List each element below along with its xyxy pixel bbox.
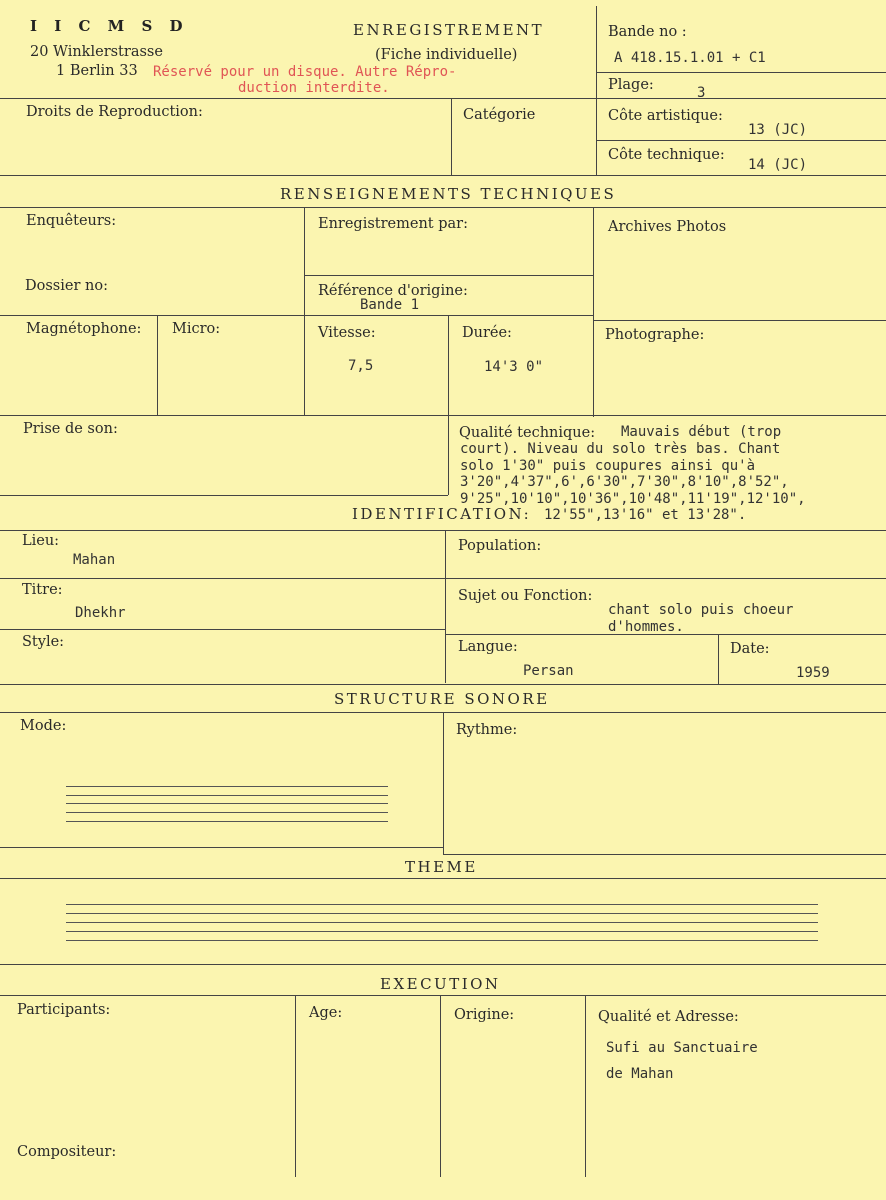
address-line-1: 20 Winklerstrasse (30, 44, 163, 60)
address-line-2: 1 Berlin 33 (56, 63, 138, 79)
enqueteurs-label: Enquêteurs: (26, 213, 117, 229)
cote-artistique-label: Côte artistique: (608, 108, 723, 124)
cote-artistique-value: 13 (JC) (748, 122, 808, 138)
archives-photos-label: Archives Photos (608, 219, 727, 235)
qualite-line-3: solo 1'30" puis coupures ainsi qu'à (460, 458, 756, 474)
vitesse-label: Vitesse: (318, 325, 376, 341)
vitesse-value: 7,5 (348, 358, 374, 374)
plage-value: 3 (697, 85, 706, 101)
titre-label: Titre: (22, 582, 63, 598)
date-label: Date: (730, 641, 770, 657)
sujet-label: Sujet ou Fonction: (458, 588, 593, 604)
reserved-note-1: Réservé pour un disque. Autre Répro- (153, 64, 457, 80)
section-structure-sonore: STRUCTURE SONORE (334, 690, 550, 708)
categorie-label: Catégorie (463, 107, 536, 123)
qualite-line-6: 12'55",13'16" et 13'28". (544, 507, 747, 523)
origine-label: Origine: (454, 1007, 515, 1023)
form-subtitle: (Fiche individuelle) (375, 47, 518, 63)
reserved-note-2: duction interdite. (238, 80, 390, 96)
langue-label: Langue: (458, 639, 518, 655)
lieu-label: Lieu: (22, 533, 60, 549)
mode-label: Mode: (20, 718, 67, 734)
duree-label: Durée: (462, 325, 512, 341)
section-execution: EXECUTION (380, 975, 501, 993)
section-identification: IDENTIFICATION: (352, 505, 532, 523)
duree-value: 14'3 0" (484, 359, 544, 375)
qualite-technique-label: Qualité technique: (459, 425, 596, 441)
compositeur-label: Compositeur: (17, 1144, 117, 1160)
qualite-adresse-line-2: de Mahan (606, 1066, 674, 1082)
cote-technique-label: Côte technique: (608, 147, 725, 163)
date-value: 1959 (796, 665, 830, 681)
population-label: Population: (458, 538, 542, 554)
participants-label: Participants: (17, 1002, 111, 1018)
section-renseignements: RENSEIGNEMENTS TECHNIQUES (280, 185, 617, 203)
qualite-line-2: court). Niveau du solo très bas. Chant (460, 441, 781, 457)
qualite-line-4: 3'20",4'37",6',6'30",7'30",8'10",8'52", (460, 474, 789, 490)
qualite-line-1: Mauvais début (trop (621, 424, 782, 440)
qualite-adresse-line-1: Sufi au Sanctuaire (606, 1040, 758, 1056)
micro-label: Micro: (172, 321, 221, 337)
droits-label: Droits de Reproduction: (26, 104, 203, 120)
plage-label: Plage: (608, 77, 654, 93)
magnetophone-label: Magnétophone: (26, 321, 142, 337)
style-label: Style: (22, 634, 65, 650)
section-theme: THEME (405, 858, 478, 876)
org-logo: I I C M S D (30, 17, 189, 35)
qualite-adresse-label: Qualité et Adresse: (598, 1009, 739, 1025)
rythme-label: Rythme: (456, 722, 518, 738)
sujet-value-1: chant solo puis choeur (608, 602, 794, 618)
sujet-value-2: d'hommes. (608, 619, 684, 635)
dossier-label: Dossier no: (25, 278, 108, 294)
langue-value: Persan (523, 663, 574, 679)
qualite-line-5: 9'25",10'10",10'36",10'48",11'19",12'10", (460, 491, 806, 507)
bande-value: A 418.15.1.01 + C1 (614, 50, 766, 66)
titre-value: Dhekhr (75, 605, 126, 621)
age-label: Age: (309, 1005, 343, 1021)
reference-label: Référence d'origine: (318, 283, 468, 299)
form-title: ENREGISTREMENT (353, 21, 545, 39)
bande-label: Bande no : (608, 24, 687, 40)
cote-technique-value: 14 (JC) (748, 157, 808, 173)
photographe-label: Photographe: (605, 327, 705, 343)
lieu-value: Mahan (73, 552, 116, 568)
enregistrement-par-label: Enregistrement par: (318, 216, 468, 232)
reference-value: Bande 1 (360, 297, 420, 313)
prise-de-son-label: Prise de son: (23, 421, 118, 437)
